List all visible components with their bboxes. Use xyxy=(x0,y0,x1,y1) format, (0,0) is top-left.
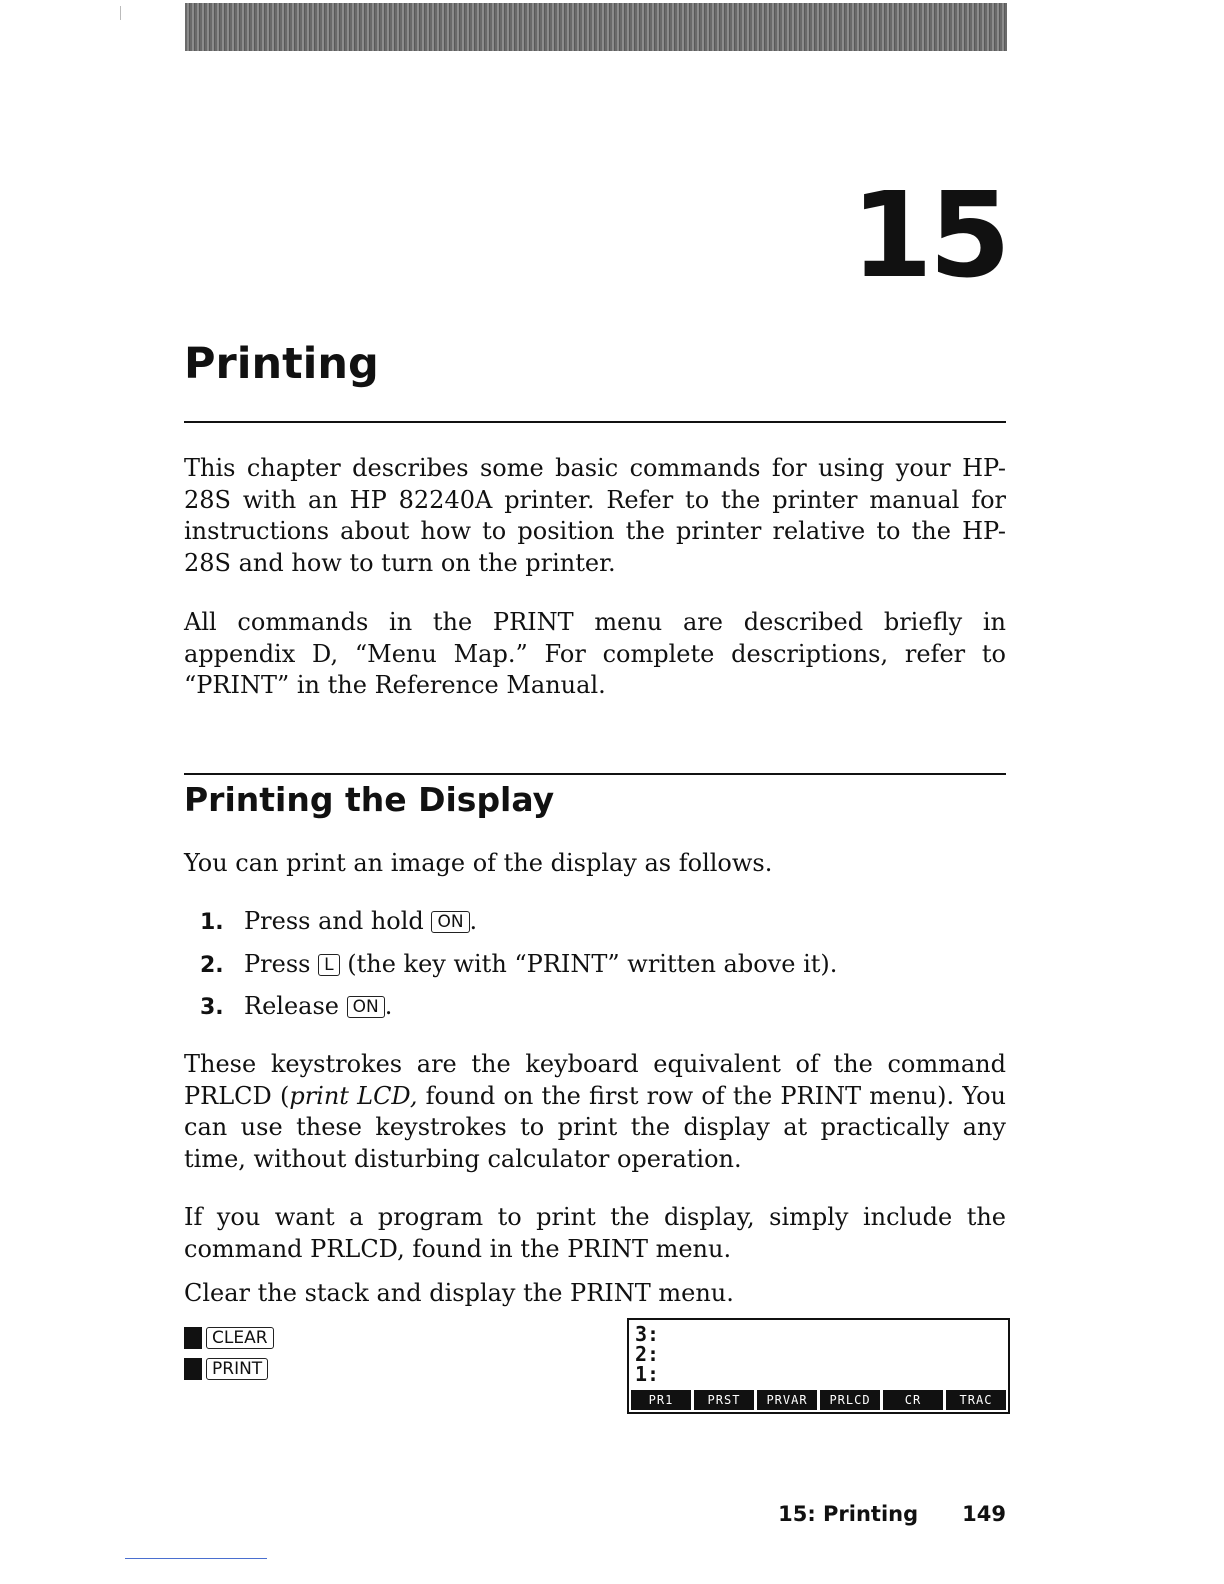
step-text: Press xyxy=(244,950,311,978)
clear-paragraph: Clear the stack and display the PRINT menu. xyxy=(184,1279,734,1307)
page-footer xyxy=(778,1504,1006,1525)
step-3 xyxy=(200,991,392,1023)
stack-level-3: 3: xyxy=(635,1322,660,1346)
menu-bar xyxy=(631,1390,1006,1410)
page-number: 149 xyxy=(962,1502,1006,1526)
step-text: Press and hold xyxy=(244,907,424,935)
calculator-display xyxy=(627,1318,1010,1414)
section-rule xyxy=(184,773,1006,775)
intro-paragraph-2: All commands in the PRINT menu are described briefly in appendix D, “Menu Map.” For complete descriptions, refer to “PRINT” in the Reference Manual. xyxy=(184,608,1006,699)
clear-keystroke xyxy=(184,1324,274,1352)
step-text: Release xyxy=(244,992,339,1020)
keystroke-paragraph: These keystrokes are the keyboard equivalent of the command PRLCD (print LCD, found on the first row of the PRINT menu). You can use these keystrokes to print the display at practically any time, without disturbing calculator operation. xyxy=(184,1050,1006,1173)
shift-key-icon xyxy=(184,1327,202,1349)
step-number: 2. xyxy=(200,953,224,978)
bottom-line xyxy=(125,1558,267,1559)
step-number: 3. xyxy=(200,995,224,1020)
step-text-tail: . xyxy=(384,992,393,1020)
section-lead: You can print an image of the display as follows. xyxy=(184,849,773,877)
step-text-tail: . xyxy=(469,907,478,935)
menu-key-prst: PRST xyxy=(694,1390,754,1410)
print-keystroke xyxy=(184,1355,268,1383)
clear-key: CLEAR xyxy=(206,1327,274,1349)
emphasis: print LCD, xyxy=(289,1081,418,1110)
chapter-title: Printing xyxy=(184,339,379,389)
menu-key-prlcd: PRLCD xyxy=(820,1390,880,1410)
scan-mark xyxy=(120,6,121,20)
program-paragraph: If you want a program to print the display, simply include the command PRLCD, found in the PRINT menu. xyxy=(184,1203,1006,1263)
l-key: L xyxy=(318,954,339,976)
step-2 xyxy=(200,949,837,981)
menu-key-prvar: PRVAR xyxy=(757,1390,817,1410)
print-key: PRINT xyxy=(206,1358,268,1380)
menu-key-trac: TRAC xyxy=(946,1390,1006,1410)
header-banner xyxy=(185,3,1007,51)
stack-level-1: 1: xyxy=(635,1362,660,1386)
menu-key-cr: CR xyxy=(883,1390,943,1410)
section-heading: Printing the Display xyxy=(184,780,555,819)
step-text-tail: (the key with “PRINT” written above it). xyxy=(347,950,838,978)
menu-key-pr1: PR1 xyxy=(631,1390,691,1410)
step-number: 1. xyxy=(200,910,224,935)
footer-label: 15: Printing xyxy=(778,1502,919,1526)
title-rule xyxy=(184,421,1006,423)
step-1 xyxy=(200,906,477,938)
intro-paragraph-1: This chapter describes some basic commands for using your HP-28S with an HP 82240A printer. Refer to the printer manual for instructions about how to position the printer relative to the HP-28S and how to turn on the printer. xyxy=(184,454,1006,577)
chapter-number: 15 xyxy=(850,166,1007,304)
on-key: ON xyxy=(431,911,469,933)
shift-key-icon xyxy=(184,1358,202,1380)
on-key: ON xyxy=(347,996,385,1018)
stack-level-2: 2: xyxy=(635,1342,660,1366)
